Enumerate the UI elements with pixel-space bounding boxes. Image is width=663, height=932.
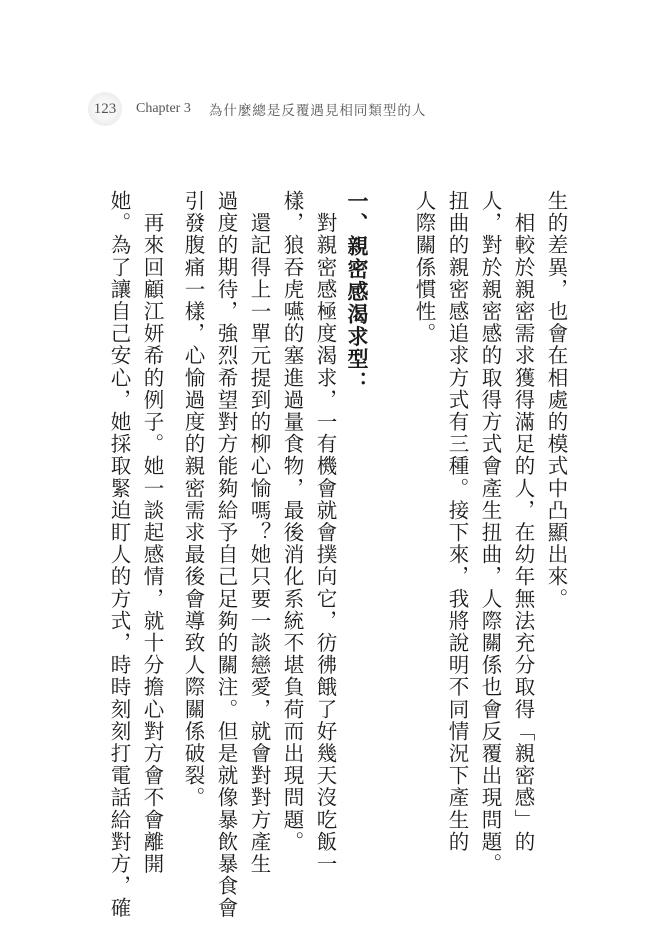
text-column: 樣，狼吞虎嚥的塞進過量食物，最後消化系統不堪負荷而出現問題。 [280, 190, 304, 853]
text-column: 過度的期待，強烈希望對方能夠給予自己足夠的關注。但是就像暴飲暴食會 [214, 190, 238, 920]
chapter-title: 為什麼總是反覆遇見相同類型的人 [208, 103, 427, 119]
text-column: 對親密感極度渴求，一有機會就會撲向它，彷彿餓了好幾天沒吃飯一 [313, 190, 337, 876]
text-column: 再來回顧江妍希的例子。她一談起感情，就十分擔心對方會不會離開 [140, 190, 164, 876]
text-column: 人，對於親密感的取得方式會產生扭曲，人際關係也會反覆出現問題。 [478, 190, 502, 876]
text-column: 相較於親密需求獲得滿足的人，在幼年無法充分取得「親密感」的 [511, 190, 535, 853]
text-column: 人際關係慣性。 [412, 190, 436, 345]
page-number: 123 [88, 92, 122, 126]
running-header [88, 93, 426, 125]
text-column: 她。為了讓自己安心，她採取緊迫盯人的方式，時時刻刻打電話給對方，確 [107, 190, 131, 920]
text-column: 扭曲的親密感追求方式有三種。接下來，我將說明不同情況下產生的 [445, 190, 469, 853]
text-column: 引發腹痛一樣，心愉過度的親密需求最後會導致人際關係破裂。 [181, 190, 205, 809]
text-column: 生的差異，也會在相處的模式中凸顯出來。 [544, 190, 568, 610]
section-heading: 一、親密感渴求型： [345, 190, 370, 394]
text-column: 還記得上一單元提到的柳心愉嗎？她只要一談戀愛，就會對對方產生 [247, 190, 271, 876]
chapter-label: Chapter 3 [136, 101, 191, 116]
vertical-text-body [96, 190, 568, 920]
